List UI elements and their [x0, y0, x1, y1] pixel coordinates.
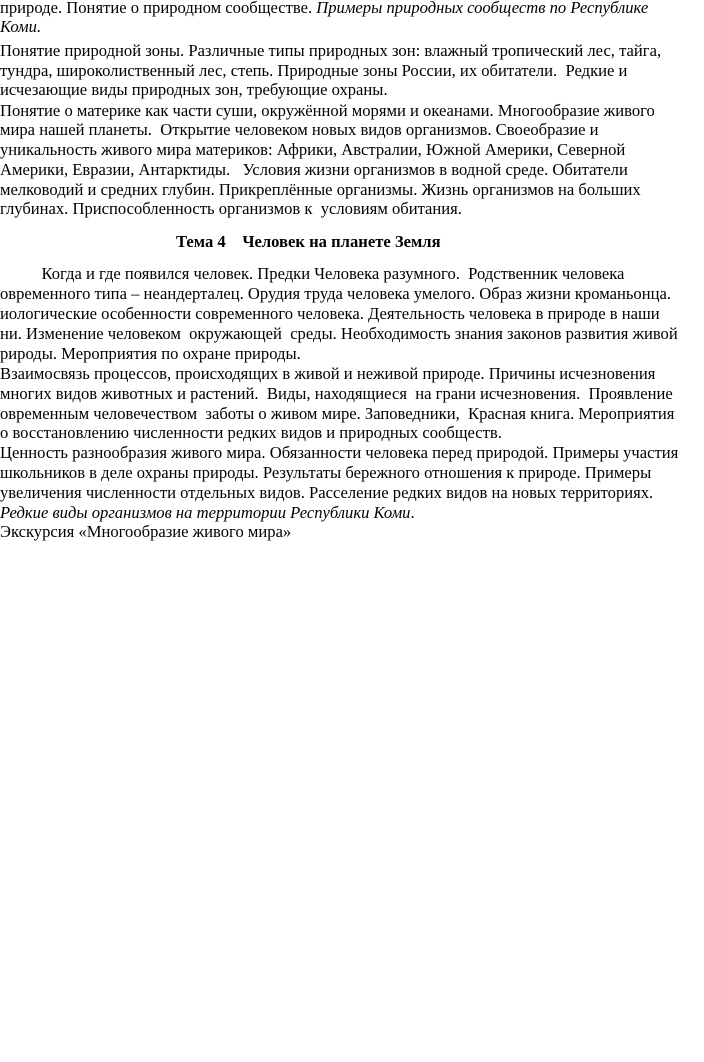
text-line: иологические особенности современного человека. Деятельность человека в природе в наши [0, 304, 660, 323]
text-line: глубинах. Приспособленность организмов к условиям обитания. [0, 199, 462, 218]
text-line: Взаимосвязь процессов, происходящих в живой и неживой природе. Причины исчезновения [0, 364, 656, 383]
text-line: увеличения численности отдельных видов. Расселение редких видов на новых территориях. [0, 483, 654, 502]
text-line: исчезающие виды природных зон, требующие охраны. [0, 80, 388, 99]
text-line: Понятие о материке как части суши, окружённой морями и океанами. Многообразие живого [0, 101, 655, 120]
text-line: Понятие природной зоны. Различные типы природных зон: влажный тропический лес, тайга, [0, 41, 662, 60]
text-line: мира нашей планеты. Открытие человеком новых видов организмов. Своеобразие и [0, 120, 599, 139]
text-line: мелководий и средних глубин. Прикреплённые организмы. Жизнь организмов на больших [0, 180, 641, 199]
text-line: природе. Понятие о природном сообществе. Примеры природных сообществ по Республике [0, 0, 649, 17]
text-line: овременного типа – неандерталец. Орудия труда человека умелого. Образ жизни кроманьонца. [0, 284, 671, 303]
text-line: Ценность разнообразия живого мира. Обязанности человека перед природой. Примеры участия [0, 443, 679, 462]
text-line: многих видов животных и растений. Виды, находящиеся на грани исчезновения. Проявление [0, 384, 673, 403]
text-line: Редкие виды организмов на территории Республики Коми. [0, 503, 415, 522]
text-line: Коми. [0, 17, 42, 36]
text-line: тундра, широколиственный лес, степь. Природные зоны России, их обитатели. Редкие и [0, 61, 628, 80]
text-line: о восстановлению численности редких видов и природных сообществ. [0, 423, 502, 442]
text-line: школьников в деле охраны природы. Результаты бережного отношения к природе. Примеры [0, 463, 652, 482]
text-line: ни. Изменение человеком окружающей среды. Необходимость знания законов развития живой [0, 324, 678, 343]
text-line: Когда и где появился человек. Предки Человека разумного. Родственник человека [0, 264, 625, 283]
text-line: Экскурсия «Многообразие живого мира» [0, 522, 292, 541]
text-line: рироды. Мероприятия по охране природы. [0, 344, 301, 363]
section-heading: Тема 4 Человек на планете Земля [176, 232, 441, 251]
text-line: Америки, Евразии, Антарктиды. Условия жизни организмов в водной среде. Обитатели [0, 160, 628, 179]
text-line: уникальность живого мира материков: Африки, Австралии, Южной Америки, Северной [0, 140, 626, 159]
text-line: овременным человечеством заботы о живом мире. Заповедники, Красная книга. Мероприятия [0, 404, 675, 423]
